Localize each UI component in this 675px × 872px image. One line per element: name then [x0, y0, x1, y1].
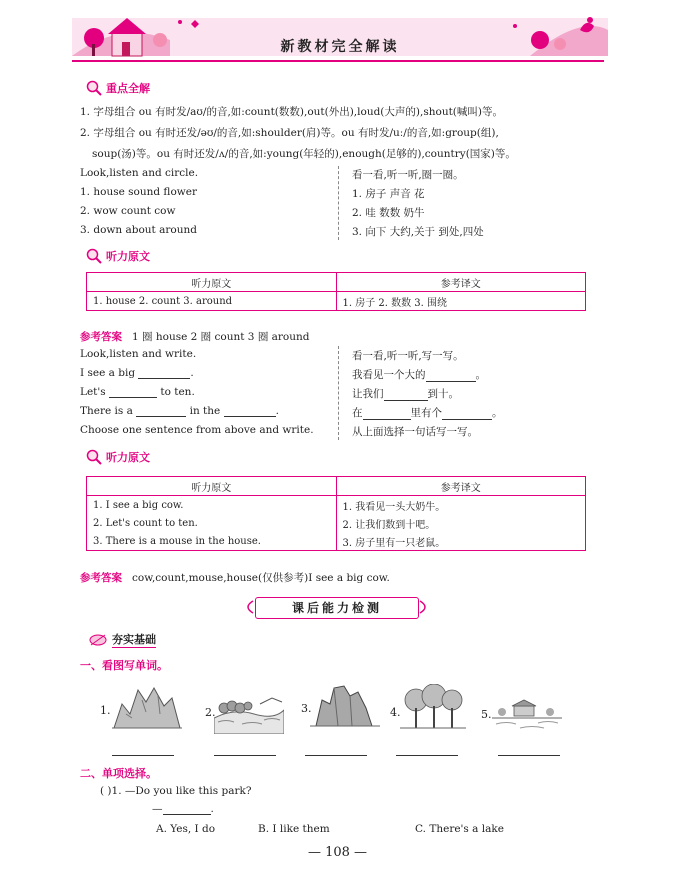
exercise1-row-1: 1. house sound flower	[80, 186, 197, 198]
answer-text: cow,count,mouse,house(仅供参考)I see a big cow.	[132, 572, 390, 584]
listen1-header-translation: 参考译文	[336, 273, 586, 292]
basics-text: 夯实基础	[112, 633, 156, 646]
focus-badge	[86, 80, 150, 96]
answer-text: 1 圈 house 2 圈 count 3 圈 around	[132, 331, 310, 343]
question-1-reply: — .	[152, 803, 214, 815]
question-1-text: 1. —Do you like this park?	[111, 785, 252, 797]
banner-right-ornament	[418, 599, 432, 615]
answer-bracket[interactable]: ( )	[100, 785, 112, 797]
after-class-banner: 课后能力检测	[255, 597, 419, 619]
listen1-badge	[86, 248, 150, 264]
column-divider-2	[338, 346, 339, 440]
focus-point-3: soup(汤)等。ou 有时还发/ʌ/的音,如:young(年轻的),enough(足够的),country(国家)等。	[92, 148, 516, 160]
question-1	[100, 785, 252, 797]
exercise2-instruction-translation: 看一看,听一听,写一写。	[352, 350, 464, 362]
section1-title: 一、看图写单词。	[80, 659, 168, 672]
exercise2-translation-3: 在 里有个 。	[352, 407, 503, 419]
listen2-original-1: 1. I see a big cow.	[87, 496, 337, 515]
answer-blank-4[interactable]	[396, 755, 458, 756]
answer-blank-3[interactable]	[305, 755, 367, 756]
option-c[interactable]: C. There's a lake	[415, 823, 504, 835]
pic-number-1: 1.	[100, 704, 111, 717]
exercise1-instruction: Look,listen and circle.	[80, 167, 199, 179]
listen1-answer	[80, 329, 310, 344]
column-divider	[338, 166, 339, 240]
page-number: — 108 —	[307, 845, 368, 860]
hill-rock-picture	[310, 682, 380, 728]
listen1-translation: 1. 房子 2. 数数 3. 围绕	[336, 292, 586, 311]
exercise2-line-3: There is a in the .	[80, 405, 279, 417]
exercise2-line-2: Let's to ten.	[80, 386, 195, 398]
answer-blank-1[interactable]	[112, 755, 174, 756]
listen2-header-original: 听力原文	[87, 477, 337, 496]
listen2-original-3: 3. There is a mouse in the house.	[87, 532, 337, 551]
listen2-original-2: 2. Let's count to ten.	[87, 514, 337, 532]
listen2-badge	[86, 449, 150, 465]
lake-picture	[492, 690, 562, 736]
listen2-answer	[80, 570, 390, 585]
listen1-original: 1. house 2. count 3. around	[87, 292, 337, 311]
answer-label: 参考答案	[80, 572, 122, 584]
magnifier-icon	[86, 449, 102, 465]
basics-label	[88, 631, 156, 648]
magnifier-icon	[86, 80, 102, 96]
listen2-translation-1: 1. 我看见一头大奶牛。	[336, 496, 586, 515]
listen1-table	[86, 272, 586, 311]
pic-number-5: 5.	[481, 708, 492, 721]
pic-number-3: 3.	[301, 702, 312, 715]
listen2-header-translation: 参考译文	[336, 477, 586, 496]
pic-number-2: 2.	[205, 706, 216, 719]
mountain-picture	[112, 684, 182, 730]
exercise1-row-3: 3. down about around	[80, 224, 197, 236]
listen2-translation-2: 2. 让我们数到十吧。	[336, 514, 586, 532]
exercise2-translation-1: 我看见一个大的 。	[352, 369, 486, 381]
answer-blank-5[interactable]	[498, 755, 560, 756]
river-picture	[214, 688, 284, 734]
exercise2-translation-2: 让我们 到十。	[352, 388, 459, 400]
answer-blank-2[interactable]	[214, 755, 276, 756]
exercise1-instruction-translation: 看一看,听一听,圈一圈。	[352, 169, 464, 181]
exercise2-line-1: I see a big .	[80, 367, 194, 379]
header-rule	[72, 60, 604, 62]
focus-title: 重点全解	[106, 82, 150, 95]
banner-left-ornament	[241, 599, 255, 615]
listen2-translation-3: 3. 房子里有一只老鼠。	[336, 532, 586, 551]
feather-icon	[88, 632, 108, 648]
exercise1-translation-3: 3. 向下 大约,关于 到处,四处	[352, 226, 484, 238]
exercise1-translation-1: 1. 房子 声音 花	[352, 188, 425, 200]
exercise2-translation-4: 从上面选择一句话写一写。	[352, 426, 478, 438]
option-a[interactable]: A. Yes, I do	[156, 823, 216, 835]
trees-picture	[398, 684, 468, 730]
option-b[interactable]: B. I like them	[258, 823, 330, 835]
header-title: 新教材完全解读	[280, 39, 400, 55]
answer-label: 参考答案	[80, 331, 122, 343]
listen1-title: 听力原文	[106, 250, 150, 263]
exercise1-translation-2: 2. 哇 数数 奶牛	[352, 207, 425, 219]
focus-point-2: 2. 字母组合 ou 有时还发/əʊ/的音,如:shoulder(肩)等。ou 有时发/uː/的音,如:group(组),	[80, 127, 499, 139]
pic-number-4: 4.	[390, 706, 401, 719]
focus-point-1: 1. 字母组合 ou 有时发/aʊ/的音,如:count(数数),out(外出),loud(大声的),shout(喊叫)等。	[80, 106, 503, 118]
magnifier-icon	[86, 248, 102, 264]
section2-title: 二、单项选择。	[80, 767, 157, 780]
listen2-table	[86, 476, 586, 551]
listen2-title: 听力原文	[106, 451, 150, 464]
exercise2-line-4: Choose one sentence from above and write.	[80, 424, 314, 436]
exercise2-instruction: Look,listen and write.	[80, 348, 197, 360]
exercise1-row-2: 2. wow count cow	[80, 205, 176, 217]
listen1-header-original: 听力原文	[87, 273, 337, 292]
